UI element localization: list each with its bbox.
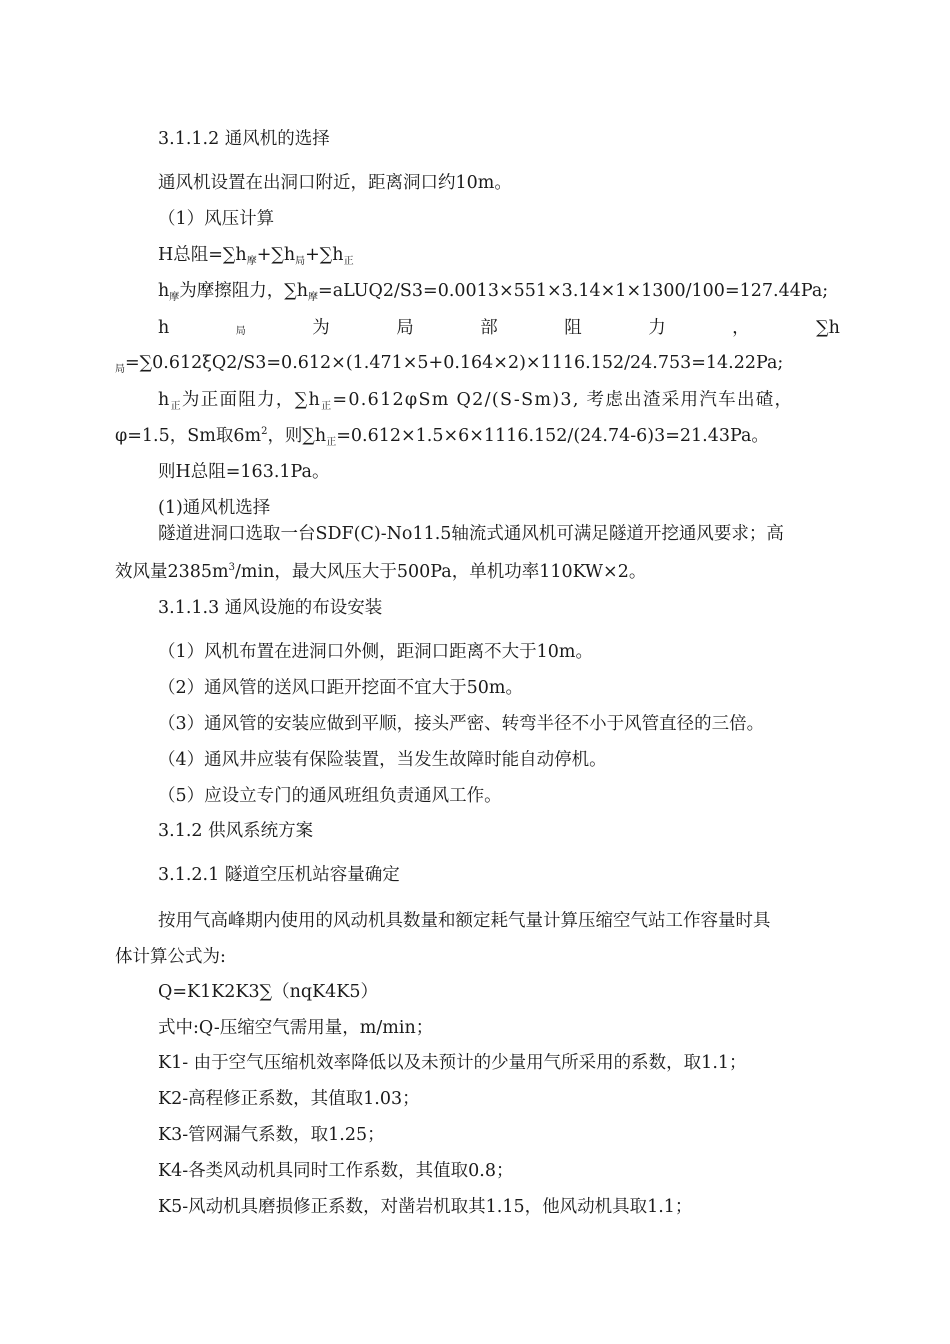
subscript: 正 xyxy=(170,401,182,412)
local-resistance-line xyxy=(158,316,840,340)
heading-3-1-1-2: 3.1.1.2 通风机的选择 xyxy=(158,129,330,149)
formula-text: H总阻=∑h xyxy=(158,245,247,265)
heading-3-1-2: 3.1.2 供风系统方案 xyxy=(158,821,314,841)
formula-text: 为正面阻力，∑h xyxy=(181,390,322,410)
justified-word: 部 xyxy=(480,318,498,338)
pressure-calc-heading: （1）风压计算 xyxy=(158,209,275,229)
coefficient-k2: K2-高程修正系数，其值取1.03； xyxy=(158,1089,420,1109)
coefficient-k4: K4-各类风动机具同时工作系数，其值取0.8； xyxy=(158,1161,514,1181)
heading-3-1-2-1: 3.1.2.1 隧道空压机站容量确定 xyxy=(158,865,400,885)
capacity-paragraph: 按用气高峰期内使用的风动机具数量和额定耗气量计算压缩空气站工作容量时具 xyxy=(158,911,771,931)
front-resistance-line xyxy=(158,388,793,415)
subscript: 局 xyxy=(295,256,306,267)
justified-word: 阻 xyxy=(564,318,582,338)
friction-resistance-line xyxy=(158,279,828,306)
install-item-1: （1）风机布置在进洞口外侧，距洞口距离不大于10m。 xyxy=(158,642,593,662)
local-resistance-formula xyxy=(115,351,783,378)
formula-text: ，则∑h xyxy=(267,426,327,446)
formula-text: =0.612×1.5×6×1116.152/(24.74-6)3=21.43Pa。 xyxy=(336,426,769,446)
formula-text: 效风量2385m xyxy=(115,562,229,582)
subscript: 摩 xyxy=(308,292,319,303)
total-resistance-result: 则H总阻=163.1Pa。 xyxy=(158,462,330,482)
fan-selection-paragraph-cont xyxy=(115,560,646,587)
formula-text: +∑h xyxy=(256,245,296,265)
formula-text: h xyxy=(158,390,171,410)
justified-word: 局 xyxy=(396,318,414,338)
heading-3-1-1-3: 3.1.1.3 通风设施的布设安装 xyxy=(158,598,383,618)
install-item-4: （4）通风井应装有保险装置，当发生故障时能自动停机。 xyxy=(158,750,607,770)
subscript: 局 xyxy=(235,326,246,337)
fan-selection-paragraph: 隧道进洞口选取一台SDF(C)-No11.5轴流式通风机可满足隧道开挖通风要求；高 xyxy=(158,524,784,544)
formula-text: /min，最大风压大于500Pa，单机功率110KW×2。 xyxy=(235,562,647,582)
front-resistance-formula xyxy=(115,424,769,451)
coefficient-k5: K5-风动机具磨损修正系数，对凿岩机取其1.15，他风动机具取1.1； xyxy=(158,1197,693,1217)
formula-text: =0.612φSm Q2/(S-Sm)3, 考虑出渣采用汽车出碴， xyxy=(332,390,794,410)
formula-text: h xyxy=(158,281,170,301)
justified-word: ， xyxy=(732,318,750,338)
capacity-paragraph-cont: 体计算公式为: xyxy=(115,947,226,967)
justified-word: h xyxy=(158,318,170,338)
subscript: 摩 xyxy=(169,292,180,303)
subscript: 正 xyxy=(321,401,333,412)
formula-text: 为摩擦阻力，∑h xyxy=(179,281,309,301)
total-resistance-formula xyxy=(158,243,354,270)
justified-word: ∑h xyxy=(816,318,840,338)
coefficient-k1: K1- 由于空气压缩机效率降低以及未预计的少量用气所采用的系数，取1.1； xyxy=(158,1053,747,1073)
install-item-5: （5）应设立专门的通风班组负责通风工作。 xyxy=(158,786,502,806)
justified-word: 力 xyxy=(648,318,666,338)
formula-text: φ=1.5，Sm取6m xyxy=(115,426,262,446)
formula-q-definition: 式中:Q-压缩空气需用量，m/min； xyxy=(158,1018,434,1038)
coefficient-k3: K3-管网漏气系数，取1.25； xyxy=(158,1125,385,1145)
superscript: 2 xyxy=(261,426,268,437)
subscript: 局 xyxy=(115,364,125,375)
subscript: 正 xyxy=(343,256,354,267)
formula-q: Q=K1K2K3∑（nqK4K5） xyxy=(158,982,379,1002)
install-item-3: （3）通风管的安装应做到平顺，接头严密、转弯半径不小于风管直径的三倍。 xyxy=(158,714,765,734)
justified-word: 为 xyxy=(312,318,330,338)
install-item-2: （2）通风管的送风口距开挖面不宜大于50m。 xyxy=(158,678,523,698)
fan-selection-heading: (1)通风机选择 xyxy=(158,498,271,518)
formula-text: =aLUQ2/S3=0.0013×551×3.14×1×1300/100=127.44Pa; xyxy=(318,281,829,301)
superscript: 3 xyxy=(228,562,236,573)
subscript: 正 xyxy=(326,437,337,448)
fan-location-paragraph: 通风机设置在出洞口附近，距离洞口约10m。 xyxy=(158,173,512,193)
formula-text: +∑h xyxy=(305,245,344,265)
formula-text: =∑0.612ξQ2/S3=0.612×(1.471×5+0.164×2)×1116.152/24.753=14.22Pa; xyxy=(125,353,784,373)
subscript: 摩 xyxy=(246,256,257,267)
